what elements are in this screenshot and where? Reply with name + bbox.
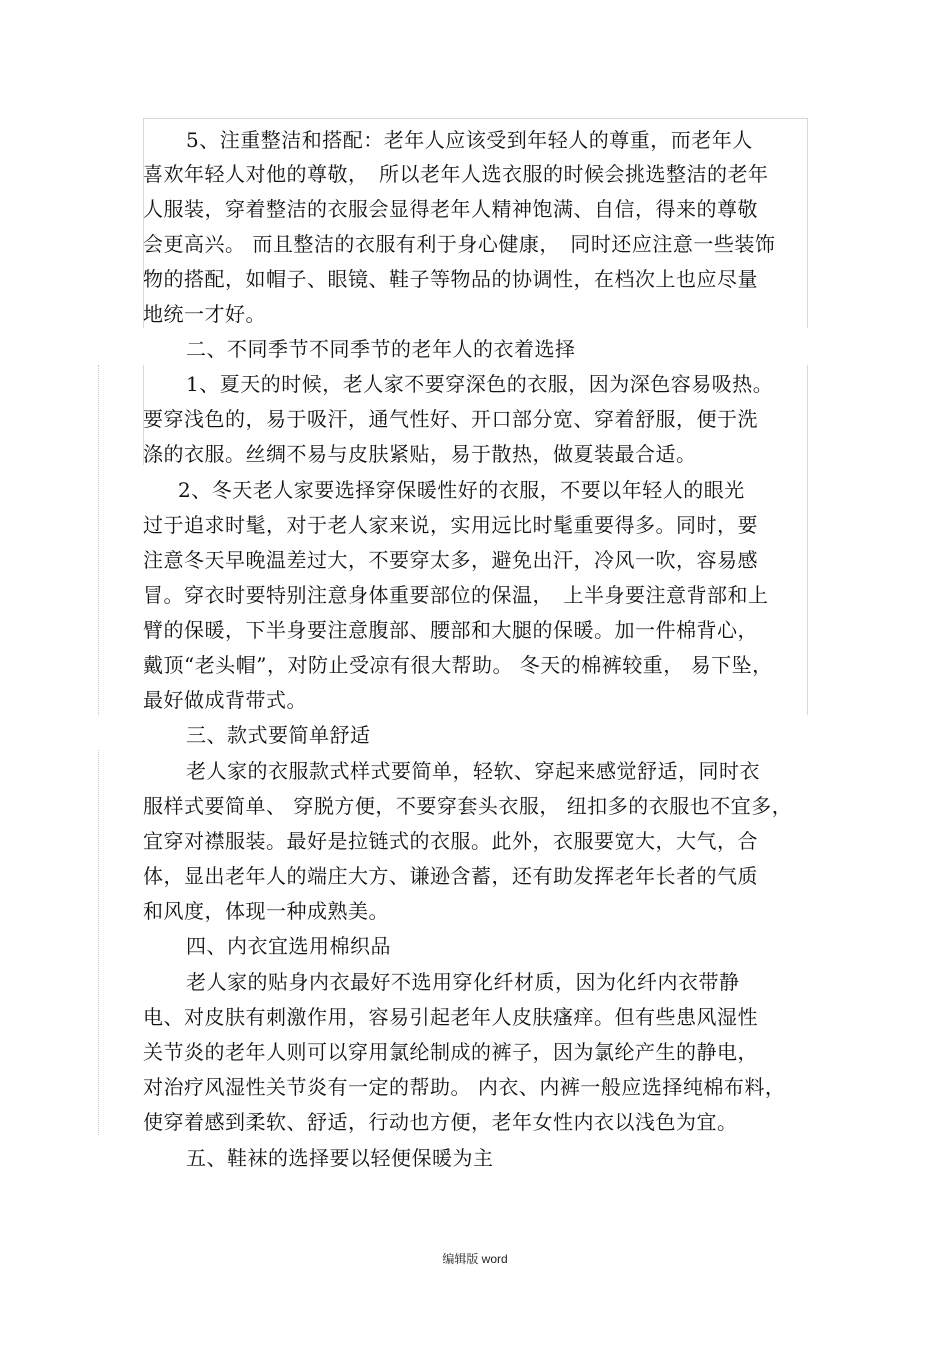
para2-line1: 1、夏天的时候，老人家不要穿深色的衣服，因为深色容易吸热。 (186, 372, 774, 396)
para3-line2: 过于追求时髦，对于老人家来说，实用远比时髦重要得多。同时，要 (143, 513, 758, 537)
para1-line1: 5、注重整洁和搭配：老年人应该受到年轻人的尊重，而老年人 (186, 128, 753, 152)
para1-line2: 喜欢年轻人对他的尊敬， 所以老年人选衣服的时候会挑选整洁的老年 (143, 162, 769, 186)
para3-line1: 2、冬天老人家要选择穿保暖性好的衣服，不要以年轻人的眼光 (178, 478, 745, 502)
margin-dotted-rule-2 (98, 750, 99, 1135)
para5-line1: 老人家的贴身内衣最好不选用穿化纤材质，因为化纤内衣带静 (186, 970, 740, 994)
frame-left-rule-1 (143, 118, 144, 328)
para5-line3: 关节炎的老年人则可以穿用氯纶制成的裤子，因为氯纶产生的静电， (143, 1040, 758, 1064)
page-footer: 编辑版 word (442, 1252, 508, 1266)
para4-line3: 宜穿对襟服装。最好是拉链式的衣服。此外，衣服要宽大，大气，合 (143, 829, 758, 853)
para4-line4: 体，显出老年人的端庄大方、谦逊含蓄，还有助发挥老年长者的气质 (143, 864, 758, 888)
section-heading-5: 五、鞋袜的选择要以轻便保暖为主 (186, 1146, 494, 1170)
para2-line3: 涤的衣服。丝绸不易与皮肤紧贴，易于散热，做夏装最合适。 (143, 442, 697, 466)
frame-right-rule-2 (807, 365, 808, 715)
margin-dotted-rule-1 (98, 365, 99, 715)
section-heading-3: 三、款式要简单舒适 (186, 723, 371, 747)
para3-line5: 臂的保暖，下半身要注意腹部、腰部和大腿的保暖。加一件棉背心， (143, 618, 758, 642)
para2-line2: 要穿浅色的，易于吸汗，通气性好、开口部分宽、穿着舒服，便于洗 (143, 407, 758, 431)
section-heading-2: 二、不同季节不同季节的老年人的衣着选择 (186, 337, 576, 361)
frame-top-rule (143, 118, 807, 119)
para3-line6: 戴顶“老头帽”，对防止受凉有很大帮助。 冬天的棉裤较重， 易下坠， (143, 653, 773, 677)
section-heading-4: 四、内衣宜选用棉织品 (186, 934, 391, 958)
para4-line2: 服样式要简单、 穿脱方便，不要穿套头衣服， 纽扣多的衣服也不宜多， (143, 794, 793, 818)
para1-line3: 人服装，穿着整洁的衣服会显得老年人精神饱满、自信，得来的尊敬 (143, 197, 758, 221)
para5-line4: 对治疗风湿性关节炎有一定的帮助。 内衣、内裤一般应选择纯棉布料， (143, 1075, 786, 1099)
para5-line2: 电、对皮肤有刺激作用，容易引起老年人皮肤瘙痒。但有些患风湿性 (143, 1005, 758, 1029)
para1-line6: 地统一才好。 (143, 302, 266, 326)
frame-right-rule-1 (807, 118, 808, 328)
para3-line3: 注意冬天早晚温差过大，不要穿太多，避免出汗，冷风一吹，容易感 (143, 548, 758, 572)
para4-line1: 老人家的衣服款式样式要简单，轻软、穿起来感觉舒适，同时衣 (186, 759, 760, 783)
para3-line4: 冒。穿衣时要特别注意身体重要部位的保温， 上半身要注意背部和上 (143, 583, 769, 607)
para4-line5: 和风度，体现一种成熟美。 (143, 899, 389, 923)
para5-line5: 使穿着感到柔软、舒适，行动也方便，老年女性内衣以浅色为宜。 (143, 1110, 738, 1134)
para1-line5: 物的搭配，如帽子、眼镜、鞋子等物品的协调性，在档次上也应尽量 (143, 267, 758, 291)
para3-line7: 最好做成背带式。 (143, 688, 307, 712)
para1-line4: 会更高兴。 而且整洁的衣服有利于身心健康， 同时还应注意一些装饰 (143, 232, 776, 256)
